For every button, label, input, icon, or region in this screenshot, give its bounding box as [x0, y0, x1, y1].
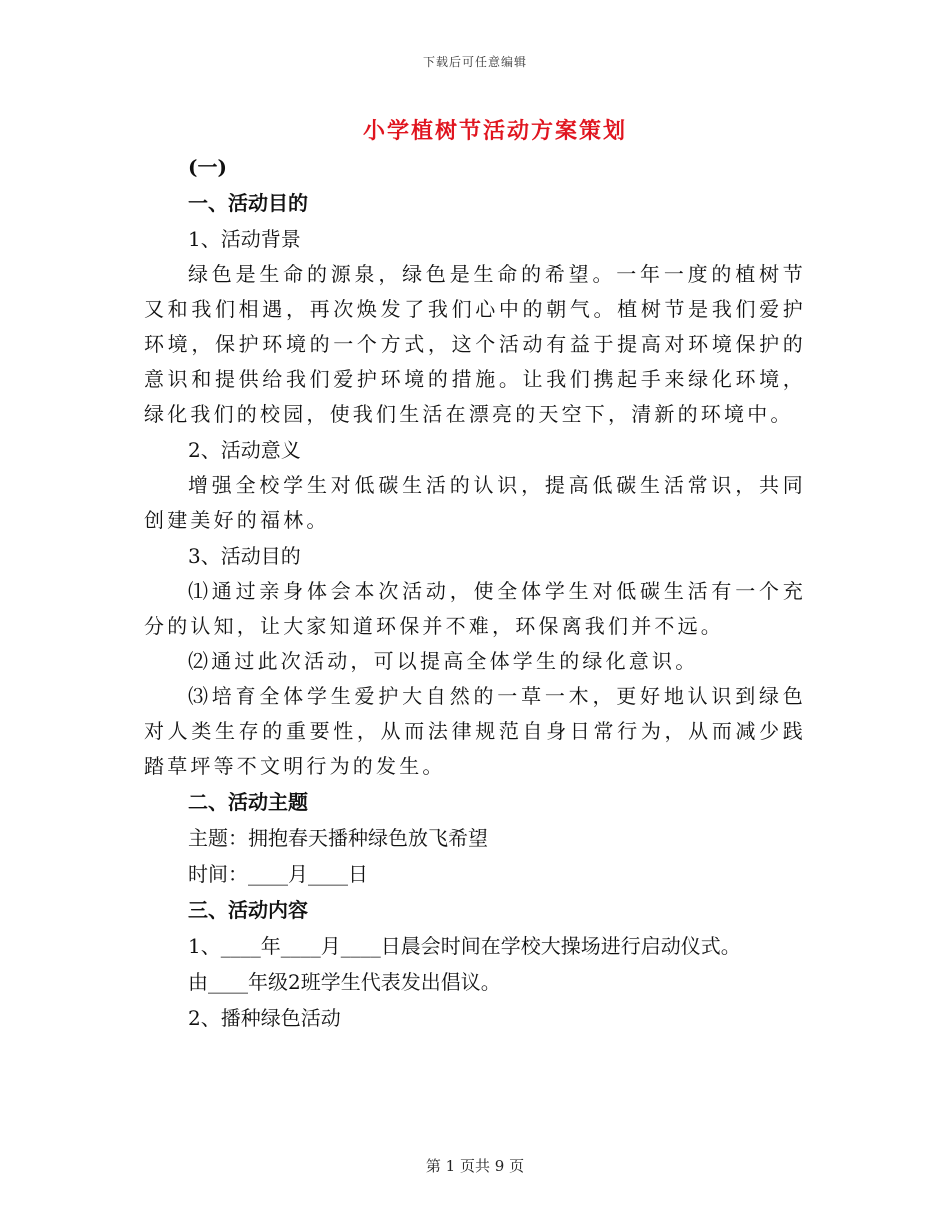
part-label: (一)	[188, 155, 227, 179]
time-line: 时间：____月____日	[188, 862, 368, 886]
paragraph-significance: 增强全校学生对低碳生活的认识，提高低碳生活常识，共同创建美好的福林。	[144, 473, 806, 532]
page-header-note: 下载后可任意编辑	[422, 55, 527, 69]
content-item-1-line-2: 由____年级2班学生代表发出倡议。	[188, 970, 501, 994]
page-footer: 第 1 页共 9 页	[425, 1157, 525, 1175]
document-body	[144, 150, 806, 1036]
objective-point-2: ⑵通过此次活动，可以提高全体学生的绿化意识。	[188, 649, 699, 673]
paragraph-background: 绿色是生命的源泉，绿色是生命的希望。一年一度的植树节又和我们相遇，再次焕发了我们心中的朝气。植树节是我们爱护环境，保护环境的一个方式，这个活动有益于提高对环境保护的意识和提供给我们爱护环境的措施。让我们携起手来绿化环境，绿化我们的校园，使我们生活在漂亮的天空下，清新的环境中。	[144, 262, 806, 426]
subheading-significance: 2、活动意义	[188, 438, 301, 462]
theme-line: 主题：拥抱春天播种绿色放飞希望	[188, 826, 488, 850]
section-heading-purpose: 一、活动目的	[188, 191, 308, 215]
subheading-background: 1、活动背景	[188, 227, 301, 251]
objective-point-1: ⑴通过亲身体会本次活动，使全体学生对低碳生活有一个充分的认知，让大家知道环保并不难，环保离我们并不远。	[144, 579, 806, 638]
section-heading-content: 三、活动内容	[188, 898, 308, 922]
section-heading-theme: 二、活动主题	[188, 790, 308, 814]
content-item-1-line-1: 1、____年____月____日晨会时间在学校大操场进行启动仪式。	[188, 934, 741, 958]
subheading-objectives: 3、活动目的	[188, 544, 301, 568]
objective-point-3: ⑶培育全体学生爱护大自然的一草一木，更好地认识到绿色对人类生存的重要性，从而法律规范自身日常行为，从而减少践踏草坪等不文明行为的发生。	[144, 684, 806, 778]
document-title: 小学植树节活动方案策划	[362, 118, 627, 144]
content-item-2-heading: 2、播种绿色活动	[188, 1006, 341, 1030]
